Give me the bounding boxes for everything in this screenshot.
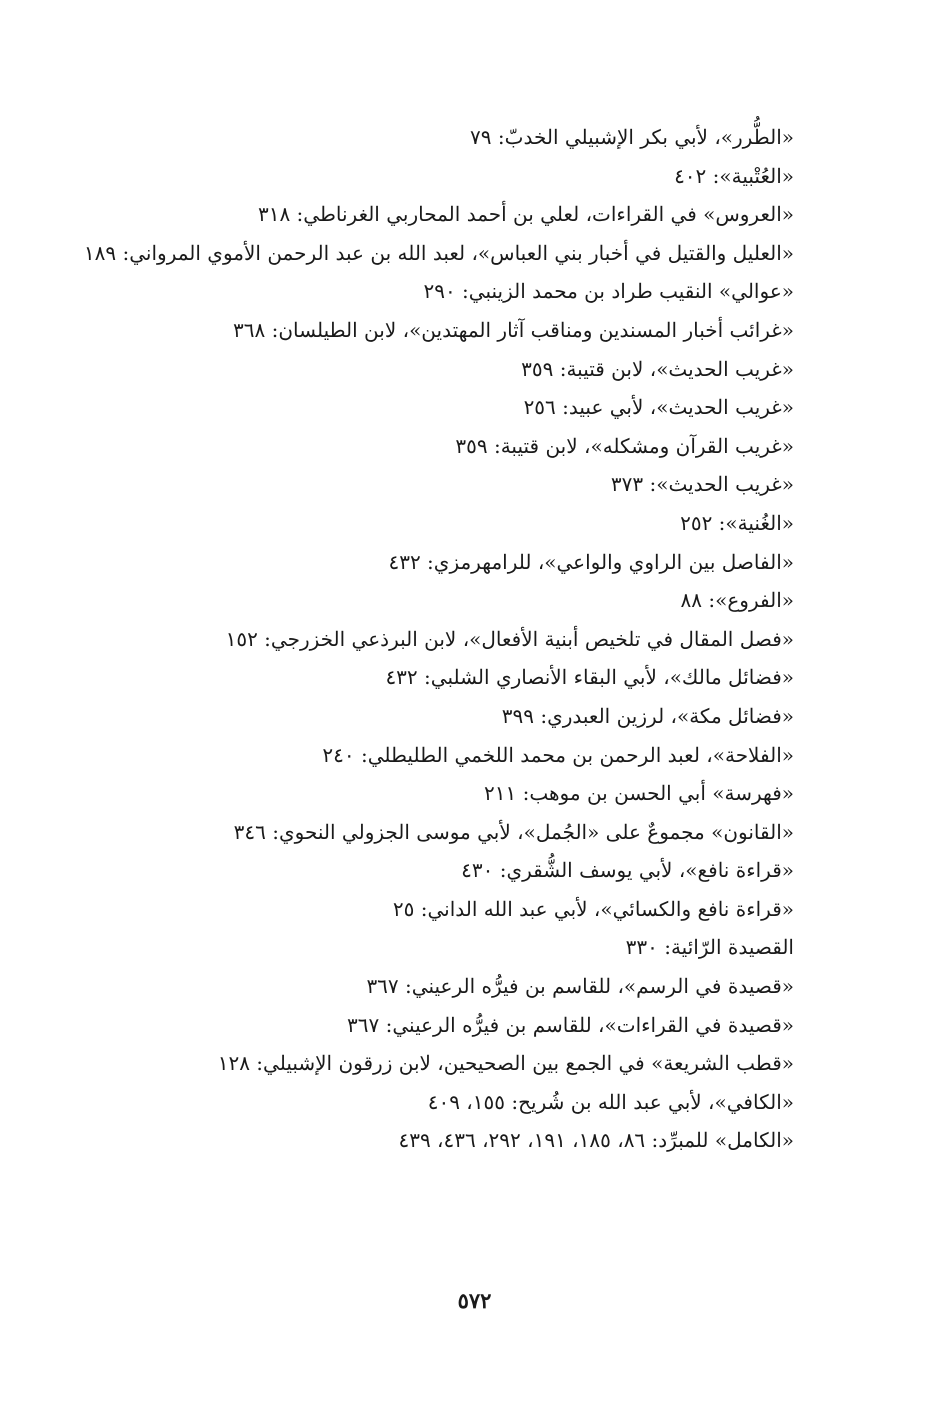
index-entry: «العُتْبية»: ٤٠٢ bbox=[674, 163, 794, 188]
index-entry: «فصل المقال في تلخيص أبنية الأفعال»، لابن البرذعي الخزرجي: ١٥٢ bbox=[225, 626, 794, 651]
index-entry: القصيدة الرّائية: ٣٣٠ bbox=[625, 935, 794, 960]
page-number: ٥٧٢ bbox=[457, 1288, 492, 1313]
index-entry: «الكامل» للمبرِّد: ٨٦، ١٨٥، ١٩١، ٢٩٢، ٤٣٦، ٤٣٩ bbox=[398, 1128, 794, 1153]
index-entry: «قطب الشريعة» في الجمع بين الصحيحين، لابن زرقون الإشبيلي: ١٢٨ bbox=[217, 1051, 794, 1076]
index-entry: «القانون» مجموعٌ على «الجُمل»، لأبي موسى الجزولي النحوي: ٣٤٦ bbox=[233, 819, 794, 844]
index-entry: «قصيدة في الرسم»، للقاسم بن فيرُّه الرعيني: ٣٦٧ bbox=[366, 974, 794, 999]
index-entry: «غرائب أخبار المسندين ومناقب آثار المهتدين»، لابن الطيلسان: ٣٦٨ bbox=[233, 317, 794, 342]
index-entry: «فضائل مالك»، لأبي البقاء الأنصاري الشلبي: ٤٣٢ bbox=[385, 665, 794, 690]
index-entry: «الغُنية»: ٢٥٢ bbox=[680, 510, 794, 535]
index-entry: «غريب الحديث»: ٣٧٣ bbox=[610, 472, 794, 497]
index-entry: «العروس» في القراءات، لعلي بن أحمد المحاربي الغرناطي: ٣١٨ bbox=[257, 202, 794, 227]
index-entry: «الفلاحة»، لعبد الرحمن بن محمد اللخمي الطليطلي: ٢٤٠ bbox=[322, 742, 794, 767]
index-entry: «الفاصل بين الراوي والواعي»، للرامهرمزي: ٤٣٢ bbox=[388, 549, 794, 574]
index-entry: «فضائل مكة»، لرزين العبدري: ٣٩٩ bbox=[501, 703, 794, 728]
index-entry: «غريب الحديث»، لابن قتيبة: ٣٥٩ bbox=[521, 356, 794, 381]
index-entry: «غريب الحديث»، لأبي عبيد: ٢٥٦ bbox=[523, 395, 794, 420]
index-list bbox=[34, 118, 794, 1160]
index-entry: «الكافي»، لأبي عبد الله بن شُريح: ١٥٥، ٤٠٩ bbox=[427, 1089, 794, 1114]
index-entry: «عوالي» النقيب طراد بن محمد الزينبي: ٢٩٠ bbox=[423, 279, 794, 304]
index-entry: «العليل والقتيل في أخبار بني العباس»، لعبد الله بن عبد الرحمن الأموي المرواني: ١٨٩ bbox=[83, 240, 794, 265]
index-entry: «غريب القرآن ومشكله»، لابن قتيبة: ٣٥٩ bbox=[455, 433, 794, 458]
index-entry: «الفروع»: ٨٨ bbox=[680, 588, 794, 613]
index-entry: «فهرسة» أبي الحسن بن موهب: ٢١١ bbox=[484, 781, 794, 806]
index-entry: «الطُّرر»، لأبي بكر الإشبيلي الخدبّ: ٧٩ bbox=[470, 125, 794, 149]
index-entry: «قراءة نافع والكسائي»، لأبي عبد الله الداني: ٢٥ bbox=[392, 896, 794, 921]
index-entry: «قصيدة في القراءات»، للقاسم بن فيرُّه الرعيني: ٣٦٧ bbox=[347, 1012, 794, 1037]
index-entry: «قراءة نافع»، لأبي يوسف الشُّقري: ٤٣٠ bbox=[461, 858, 794, 883]
